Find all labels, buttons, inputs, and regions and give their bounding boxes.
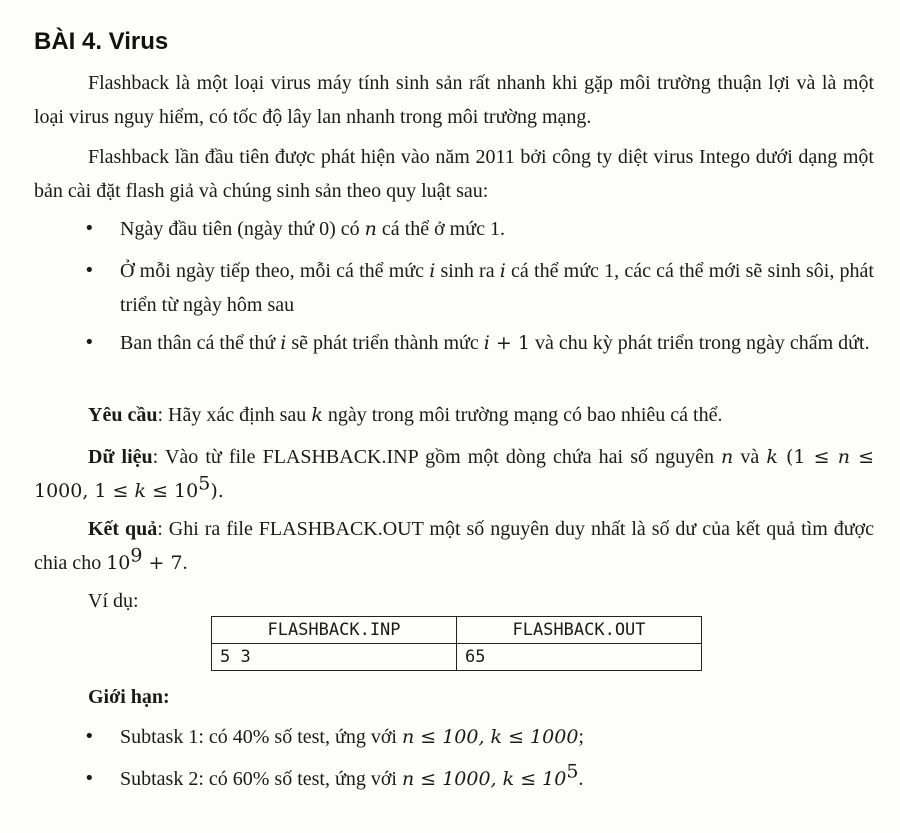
table-cell-input: 5 3 [212,644,457,671]
table-header-row [212,617,702,644]
table-cell-output: 65 [457,644,702,671]
table-header-input: FLASHBACK.INP [212,617,457,644]
requirement-paragraph: Yêu cầu: Hãy xác định sau k ngày trong môi trường mạng có bao nhiêu cá thể. [88,404,723,426]
limits-label: Giới hạn: [88,686,170,708]
input-paragraph: Dữ liệu: Vào từ file FLASHBACK.INP gồm một dòng chứa hai số nguyên n và k (1 ≤ n ≤ 1000, $1 \le k \le 10^5$). [34,446,874,502]
bullet-icon: • [84,768,95,789]
rule-item-3: • Ban thân cá thể thứ i sẽ phát triển thành mức i + 1 và chu kỳ phát triển trong ngày chấm dứt. [84,326,874,360]
example-table [211,616,702,671]
intro-paragraph-2: Flashback lần đầu tiên được phát hiện vào năm 2011 bởi công ty diệt virus Intego dưới dạng một bản cài đặt flash giả và chúng sinh sản theo quy luật sau: [34,146,874,202]
example-label: Ví dụ: [88,590,139,612]
bullet-icon: • [84,218,95,239]
subtask-item-2: • Subtask 2: có 60% số test, ứng với n ≤ 1000, $k \le 10^5$. [84,762,874,796]
bullet-icon: • [84,726,95,747]
output-paragraph: Kết quả: Ghi ra file FLASHBACK.OUT một số nguyên duy nhất là số dư của kết quả tìm được chia cho $10^9 + 7$. [34,518,875,574]
intro-paragraph-1: Flashback là một loại virus máy tính sinh sản rất nhanh khi gặp môi trường thuận lợi và là một loại virus nguy hiểm, có tốc độ lây lan nhanh trong môi trường mạng. [34,72,874,128]
problem-title: BÀI 4. Virus [34,28,169,55]
table-row [212,644,702,671]
subtask-item-1: • Subtask 1: có 40% số test, ứng với n ≤ 100, k ≤ 1000; [84,720,874,754]
bullet-icon: • [84,260,95,281]
table-header-output: FLASHBACK.OUT [457,617,702,644]
bullet-icon: • [84,332,95,353]
rule-item-1: • Ngày đầu tiên (ngày thứ 0) có n cá thể ở mức 1. [84,212,874,246]
rule-item-2: • Ở mỗi ngày tiếp theo, mỗi cá thể mức i sinh ra i cá thể mức 1, các cá thể mới sẽ sinh sôi, phát triển từ ngày hôm sau [84,254,874,322]
